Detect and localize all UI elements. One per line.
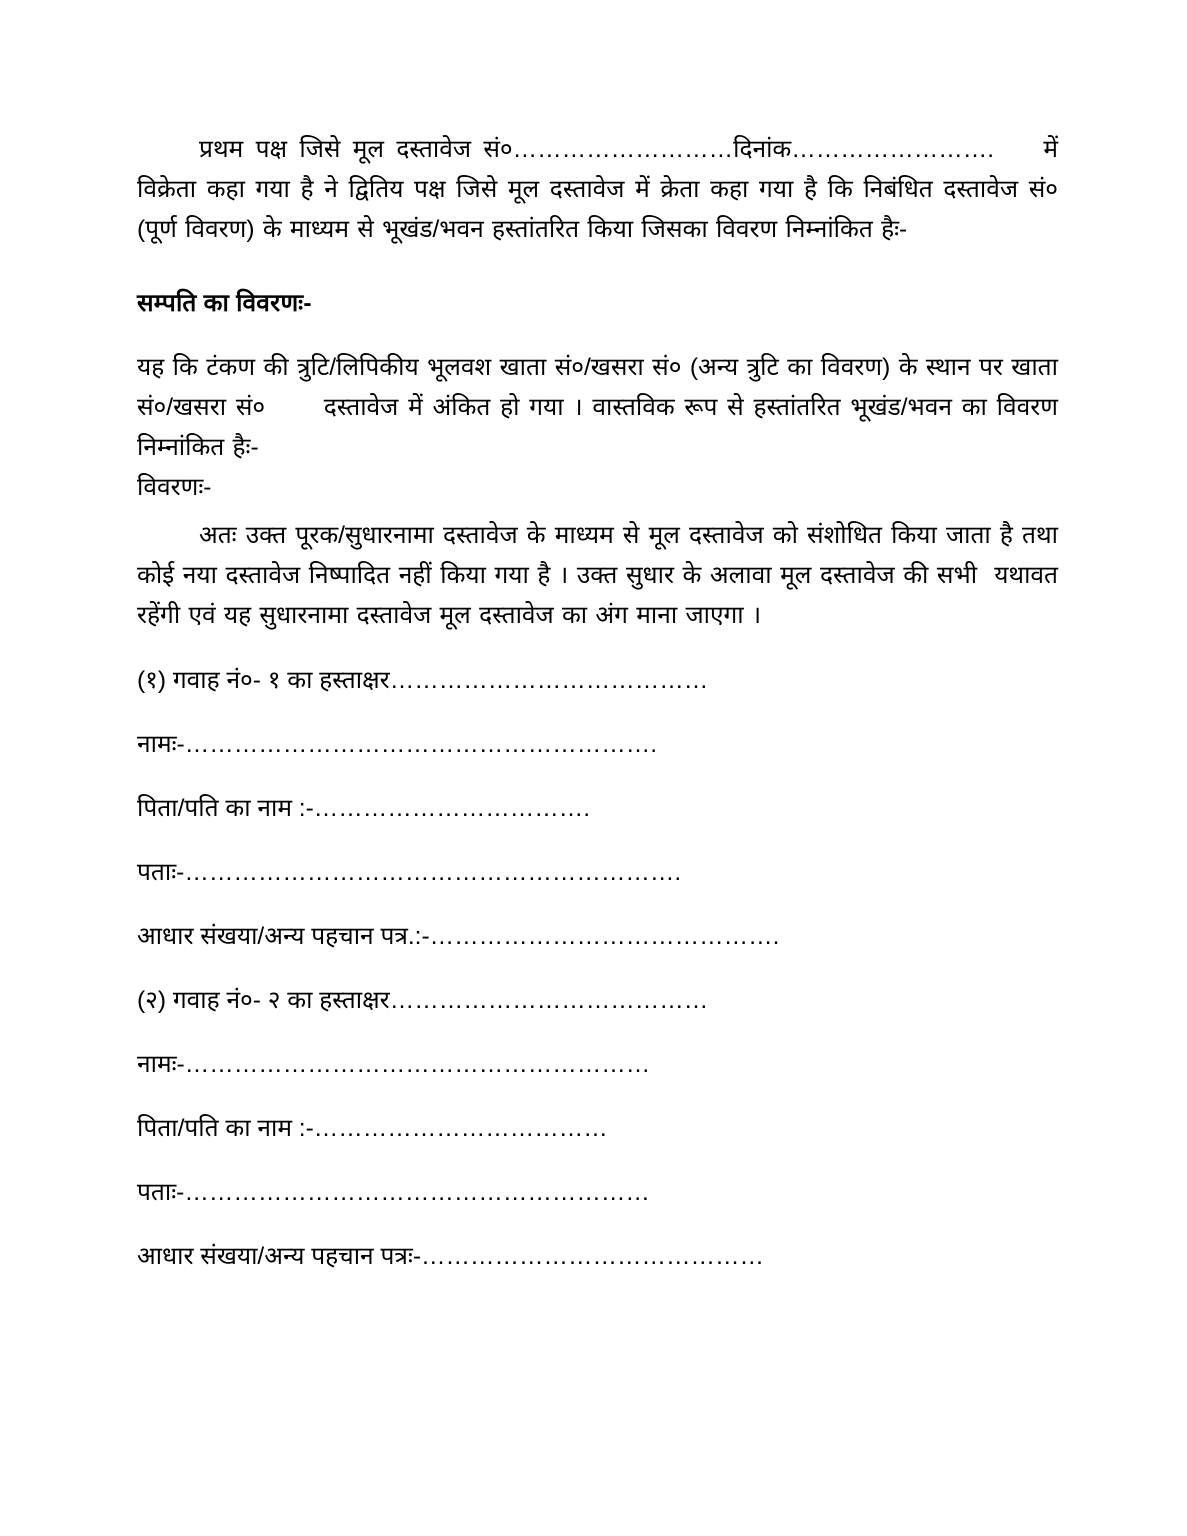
witness-block-2 xyxy=(137,981,1058,1277)
heading-property-details: सम्पति का विवरणः- xyxy=(137,290,312,317)
spacer xyxy=(137,636,1058,661)
witness-1-father-husband-field[interactable]: पिता/पति का नाम :-……………………………. xyxy=(137,795,591,822)
witness-2-name-field[interactable]: नामः-………………………………………………… xyxy=(137,1051,651,1078)
witness-2-identity-field[interactable]: आधार संखया/अन्य पहचान पत्रः-…………………………………… xyxy=(137,1243,764,1270)
spacer xyxy=(137,957,1058,981)
paragraph-first-party: प्रथम पक्ष जिसे मूल दस्तावेज सं०………………………दिनांक……………………. में विक्रेता कहा गया है ने द्वितिय पक्ष जिसे मूल दस्तावेज में क्रेता कहा गया है कि निबंधित दस्तावेज सं० (पूर्ण विवरण) के माध्यम से भूखंड/भवन हस्तांतरित किया जिसका विवरण निम्नांकित हैः- xyxy=(137,136,1067,243)
witness-1-signature-line[interactable]: (१) गवाह नं०- १ का हस्ताक्षर………………………………… xyxy=(137,667,709,694)
spacer xyxy=(137,508,1058,516)
document-body xyxy=(137,130,1067,1277)
spacer xyxy=(137,324,1058,348)
witness-2-father-husband-field[interactable]: पिता/पति का नाम :-……………………………… xyxy=(137,1115,608,1142)
paragraph-conclusion: अतः उक्त पूरक/सुधारनामा दस्तावेज के माध्यम से मूल दस्तावेज को संशोधित किया जाता है तथा कोई नया दस्तावेज निष्पादित नहीं किया गया है । उक्त सुधार के अलावा मूल दस्तावेज की सभी यथावत रहेंगी एवं यह सुधारनामा दस्तावेज मूल दस्तावेज का अंग माना जाएगा । xyxy=(137,522,1067,629)
witness-1-name-field[interactable]: नामः-…………………………………………………. xyxy=(137,731,658,758)
paragraph-typing-error: यह कि टंकण की त्रुटि/लिपिकीय भूलवश खाता सं०/खसरा सं० (अन्य त्रुटि का विवरण) के स्थान पर खाता सं०/खसरा सं० दस्तावेज में अंकित हो गया । वास्तविक रूप से हस्तांतरित भूखंड/भवन का विवरण निम्नांकित हैः- xyxy=(137,354,1067,461)
witness-2-signature-line[interactable]: (२) गवाह नं०- २ का हस्ताक्षर………………………………… xyxy=(137,987,709,1014)
witness-2-address-field[interactable]: पताः-………………………………………………… xyxy=(137,1179,650,1206)
witness-1-identity-field[interactable]: आधार संखया/अन्य पहचान पत्र.:-……………………………………. xyxy=(137,923,780,950)
witness-block-1 xyxy=(137,661,1058,957)
witness-1-address-field[interactable]: पताः-……………………………………………………. xyxy=(137,859,682,886)
label-vivaran: विवरणः- xyxy=(137,474,212,501)
spacer xyxy=(137,250,1058,284)
